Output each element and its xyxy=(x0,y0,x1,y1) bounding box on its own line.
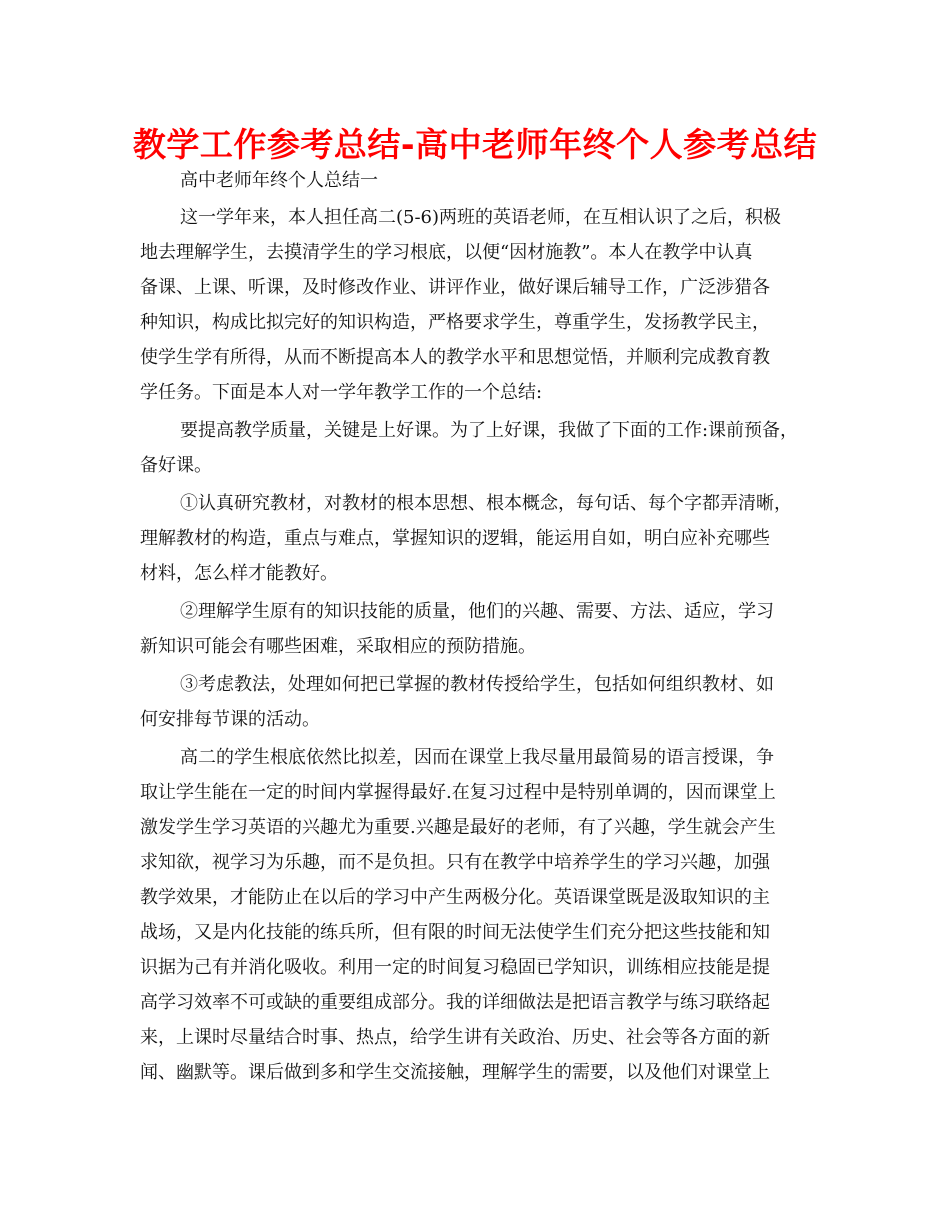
paragraph-line: 教学效果，才能防止在以后的学习中产生两极分化。英语课堂既是汲取知识的主 xyxy=(140,887,770,908)
paragraph-line: 何安排每节课的活动。 xyxy=(140,709,320,730)
paragraph-line: 高学习效率不可或缺的重要组成部分。我的详细做法是把语言教学与练习联络起 xyxy=(140,992,770,1013)
paragraph-line: 求知欲，视学习为乐趣，而不是负担。只有在教学中培养学生的学习兴趣，加强 xyxy=(140,852,770,873)
paragraph-line: 高二的学生根底依然比拟差，因而在课堂上我尽量用最简易的语言授课，争 xyxy=(180,747,774,768)
paragraph-line: 地去理解学生，去摸清学生的学习根底，以便“因材施教”。本人在教学中认真 xyxy=(140,242,753,263)
paragraph-line: 材料，怎么样才能教好。 xyxy=(140,563,338,584)
paragraph-line: 激发学生学习英语的兴趣尤为重要.兴趣是最好的老师，有了兴趣，学生就会产生 xyxy=(140,817,776,838)
paragraph-line: 识据为己有并消化吸收。利用一定的时间复习稳固已学知识，训练相应技能是提 xyxy=(140,957,770,978)
paragraph-line: 学任务。下面是本人对一学年教学工作的一个总结: xyxy=(140,382,543,403)
paragraph-line: 备好课。 xyxy=(140,455,212,476)
paragraph-line: 种知识，构成比拟完好的知识构造，严格要求学生，尊重学生，发扬教学民主， xyxy=(140,312,770,333)
paragraph-line: 要提高教学质量，关键是上好课。为了上好课，我做了下面的工作:课前预备， xyxy=(180,420,799,441)
paragraph-line: 使学生学有所得，从而不断提高本人的教学水平和思想觉悟，并顺利完成教育教 xyxy=(140,347,770,368)
paragraph-line: 来，上课时尽量结合时事、热点，给学生讲有关政治、历史、社会等各方面的新 xyxy=(140,1027,770,1048)
paragraph-line: ②理解学生原有的知识技能的质量，他们的兴趣、需要、方法、适应，学习 xyxy=(180,601,774,622)
paragraph-line: ①认真研究教材，对教材的根本思想、根本概念，每句话、每个字都弄清晰， xyxy=(180,493,792,514)
paragraph-line: 备课、上课、听课，及时修改作业、讲评作业，做好课后辅导工作，广泛涉猎各 xyxy=(140,277,770,298)
paragraph-line: 闻、幽默等。课后做到多和学生交流接触，理解学生的需要，以及他们对课堂上 xyxy=(140,1062,770,1083)
document-title: 教学工作参考总结-高中老师年终个人参考总结 xyxy=(132,125,818,164)
paragraph-line: ③考虑教法，处理如何把已掌握的教材传授给学生，包括如何组织教材、如 xyxy=(180,674,774,695)
section-subheading: 高中老师年终个人总结一 xyxy=(180,170,378,191)
paragraph-line: 战场，又是内化技能的练兵所，但有限的时间无法使学生们充分把这些技能和知 xyxy=(140,922,770,943)
paragraph-line: 取让学生能在一定的时间内掌握得最好.在复习过程中是特别单调的，因而课堂上 xyxy=(140,782,776,803)
paragraph-line: 理解教材的构造，重点与难点，掌握知识的逻辑，能运用自如，明白应补充哪些 xyxy=(140,528,770,549)
paragraph-line: 新知识可能会有哪些困难，采取相应的预防措施。 xyxy=(140,636,536,657)
paragraph-line: 这一学年来，本人担任高二(5-6)两班的英语老师，在互相认识了之后，积极 xyxy=(180,207,782,228)
